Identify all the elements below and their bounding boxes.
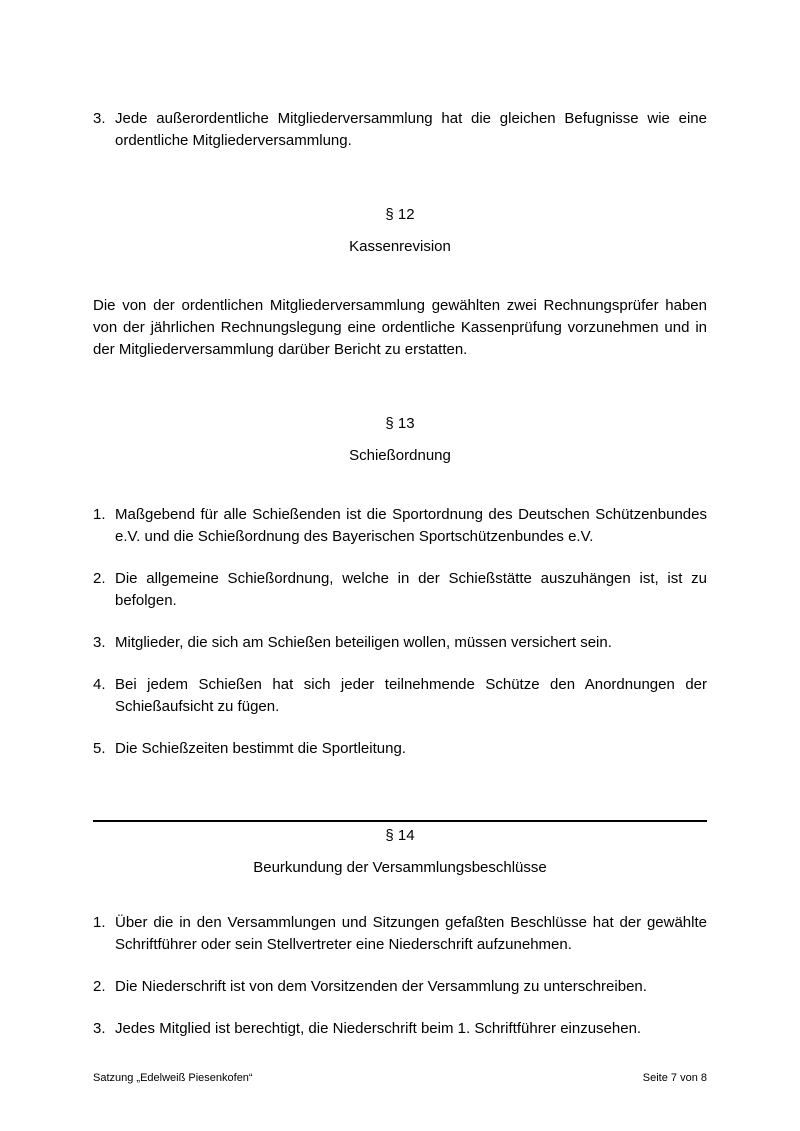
item-text: Jede außerordentliche Mitgliederversammlung hat die gleichen Befugnisse wie eine ordentliche Mitgliederversammlung. bbox=[115, 110, 707, 149]
item-number: 3. bbox=[93, 110, 106, 127]
item-number: 1. bbox=[93, 914, 106, 931]
numbered-item bbox=[93, 568, 707, 612]
item-text: Die allgemeine Schießordnung, welche in der Schießstätte auszuhängen ist, ist zu befolgen. bbox=[115, 570, 707, 609]
section-13-list bbox=[93, 504, 707, 760]
item-number: 2. bbox=[93, 978, 106, 995]
section-number: § 14 bbox=[385, 827, 415, 844]
section-title: Kassenrevision bbox=[349, 238, 451, 255]
item-text: Über die in den Versammlungen und Sitzungen gefaßten Beschlüsse hat der gewählte Schriftführer oder sein Stellvertreter eine Niederschrift aufzunehmen. bbox=[115, 914, 707, 953]
item-text: Jedes Mitglied ist berechtigt, die Niederschrift beim 1. Schriftführer einzusehen. bbox=[115, 1020, 642, 1037]
item-number: 4. bbox=[93, 676, 106, 693]
section-title: Schießordnung bbox=[349, 447, 451, 464]
section-number: § 13 bbox=[385, 415, 415, 432]
item-number: 3. bbox=[93, 634, 106, 651]
item-number: 1. bbox=[93, 506, 106, 523]
item-number: 3. bbox=[93, 1020, 106, 1037]
section-12-heading bbox=[93, 204, 707, 258]
section-14-heading bbox=[93, 820, 707, 879]
item-text: Die Niederschrift ist von dem Vorsitzenden der Versammlung zu unterschreiben. bbox=[115, 978, 647, 995]
page-footer bbox=[93, 1072, 707, 1085]
numbered-item bbox=[93, 632, 707, 654]
item-text: Bei jedem Schießen hat sich jeder teilnehmende Schütze den Anordnungen der Schießaufsicht zu fügen. bbox=[115, 676, 707, 715]
numbered-item bbox=[93, 738, 707, 760]
section-title: Beurkundung der Versammlungsbeschlüsse bbox=[253, 859, 547, 876]
numbered-item bbox=[93, 976, 707, 998]
section-14-list bbox=[93, 912, 707, 1040]
item-text: Mitglieder, die sich am Schießen beteiligen wollen, müssen versichert sein. bbox=[115, 634, 612, 651]
numbered-item bbox=[93, 108, 707, 152]
item-number: 5. bbox=[93, 740, 106, 757]
section-12-paragraph: Die von der ordentlichen Mitgliederversammlung gewählten zwei Rechnungsprüfer haben von der jährlichen Rechnungslegung eine ordentliche Kassenprüfung vorzunehmen und in der Mitgliederversammlung darüber Bericht zu erstatten. bbox=[93, 297, 707, 358]
numbered-item bbox=[93, 674, 707, 718]
item-text: Maßgebend für alle Schießenden ist die Sportordnung des Deutschen Schützenbundes e.V. und die Schießordnung des Bayerischen Sportschützenbundes e.V. bbox=[115, 506, 707, 545]
section-13-heading bbox=[93, 413, 707, 467]
footer-page-number: Seite 7 von 8 bbox=[642, 1072, 707, 1084]
section-number: § 12 bbox=[385, 206, 415, 223]
item-text: Die Schießzeiten bestimmt die Sportleitung. bbox=[115, 740, 406, 757]
item-number: 2. bbox=[93, 570, 106, 587]
numbered-item bbox=[93, 1018, 707, 1040]
numbered-item bbox=[93, 912, 707, 956]
footer-document-title: Satzung „Edelweiß Piesenkofen“ bbox=[93, 1072, 253, 1084]
numbered-item bbox=[93, 504, 707, 548]
